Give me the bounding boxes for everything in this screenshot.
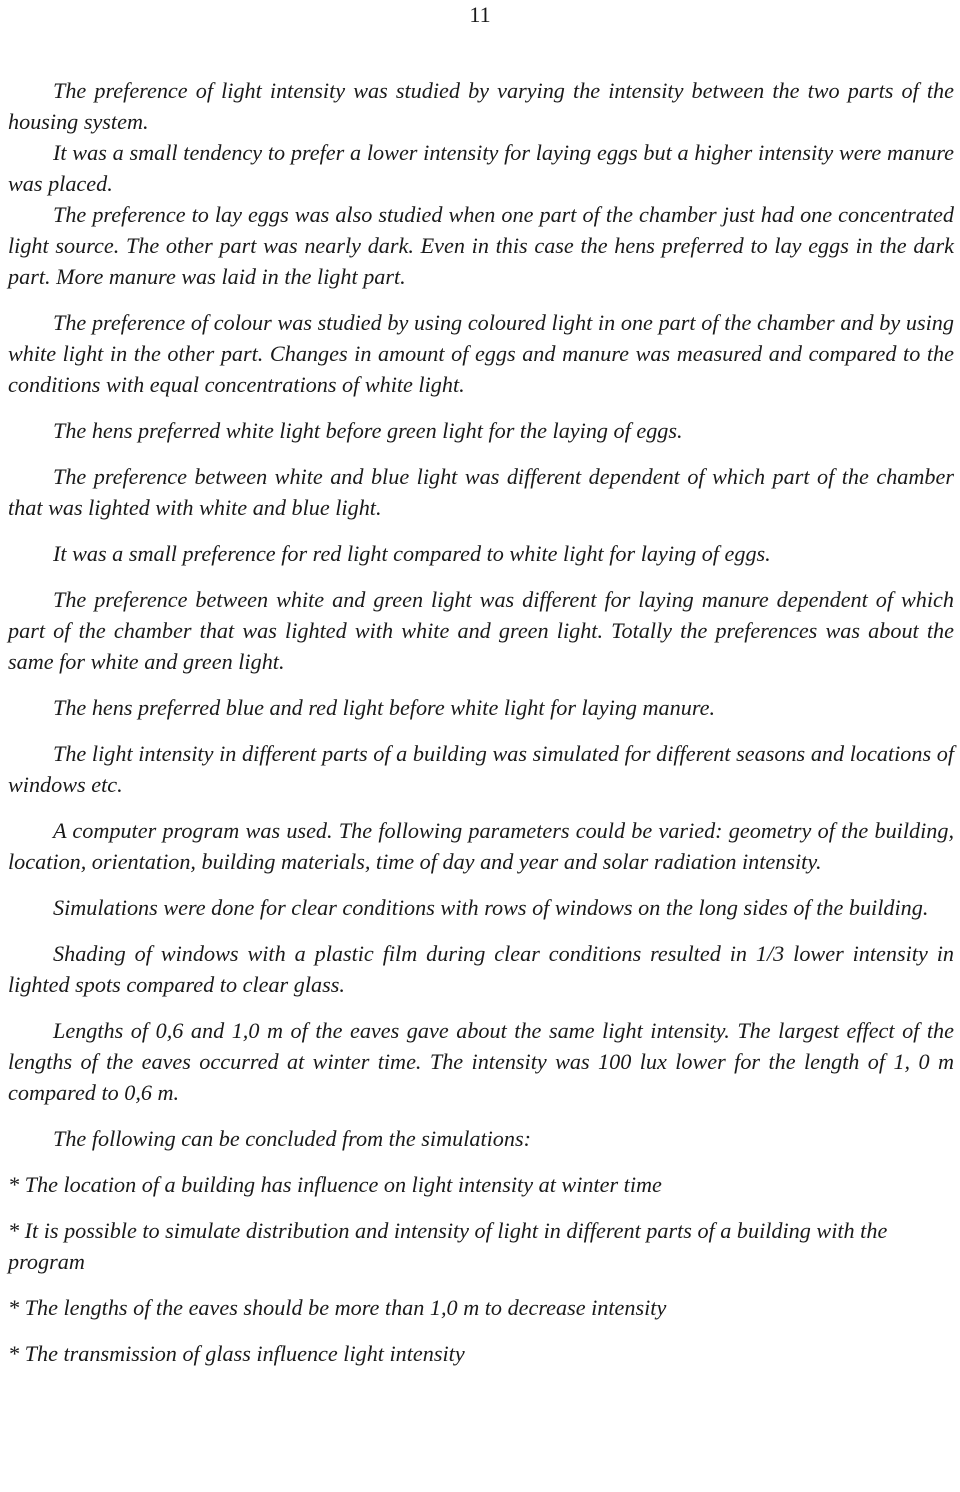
paragraph-computer-program: A computer program was used. The following parameters could be varied: geometry of the building, location, orientation, building materials, time of day and year and solar radiation intensity. [8,818,954,874]
conclusion-item: * The lengths of the eaves should be more than 1,0 m to decrease intensity [8,1295,667,1320]
paragraph-white-vs-green-manure: The preference between white and green light was different for laying manure dependent of which part of the chamber that was lighted with white and green light. Totally the preferences was about the same for white and green light. [8,587,954,674]
paragraph-blue-red-manure: The hens preferred blue and red light before white light for laying manure. [53,695,716,720]
paragraph-white-vs-green-eggs: The hens preferred white light before green light for the laying of eggs. [53,418,683,443]
paragraph-eaves-lengths: Lengths of 0,6 and 1,0 m of the eaves gave about the same light intensity. The largest effect of the lengths of the eaves occurred at winter time. The intensity was 100 lux lower for the length of 1, 0 m compared to 0,6 m. [8,1018,954,1105]
paragraph-white-vs-blue: The preference between white and blue light was different dependent of which part of the chamber that was lighted with white and blue light. [8,464,954,520]
body-text [8,75,954,1384]
paragraph-conclusions-intro: The following can be concluded from the simulations: [53,1126,532,1151]
paragraph-shading: Shading of windows with a plastic film during clear conditions resulted in 1/3 lower intensity in lighted spots compared to clear glass. [8,941,954,997]
paragraph-colour-study: The preference of colour was studied by using coloured light in one part of the chamber and by using white light in the other part. Changes in amount of eggs and manure was measured and compared to the conditions with equal concentrations of white light. [8,310,954,397]
conclusion-item: * The transmission of glass influence light intensity [8,1341,465,1366]
paragraph-concentrated-light: The preference to lay eggs was also studied when one part of the chamber just had one concentrated light source. The other part was nearly dark. Even in this case the hens preferred to lay eggs in the dark part. More manure was laid in the light part. [8,202,954,289]
paragraph-clear-conditions: Simulations were done for clear conditions with rows of windows on the long sides of the building. [53,895,929,920]
paragraph-intensity-tendency: It was a small tendency to prefer a lower intensity for laying eggs but a higher intensity were manure was placed. [8,140,954,196]
page-number: 11 [469,2,491,27]
conclusion-item: * The location of a building has influence on light intensity at winter time [8,1172,662,1197]
conclusion-item: * It is possible to simulate distribution and intensity of light in different parts of a building with the program [8,1218,888,1274]
paragraph-light-intensity-study: The preference of light intensity was studied by varying the intensity between the two parts of the housing system. [8,78,954,134]
paragraph-simulation-intro: The light intensity in different parts of a building was simulated for different seasons and locations of windows etc. [8,741,954,797]
paragraph-red-light: It was a small preference for red light compared to white light for laying of eggs. [53,541,771,566]
